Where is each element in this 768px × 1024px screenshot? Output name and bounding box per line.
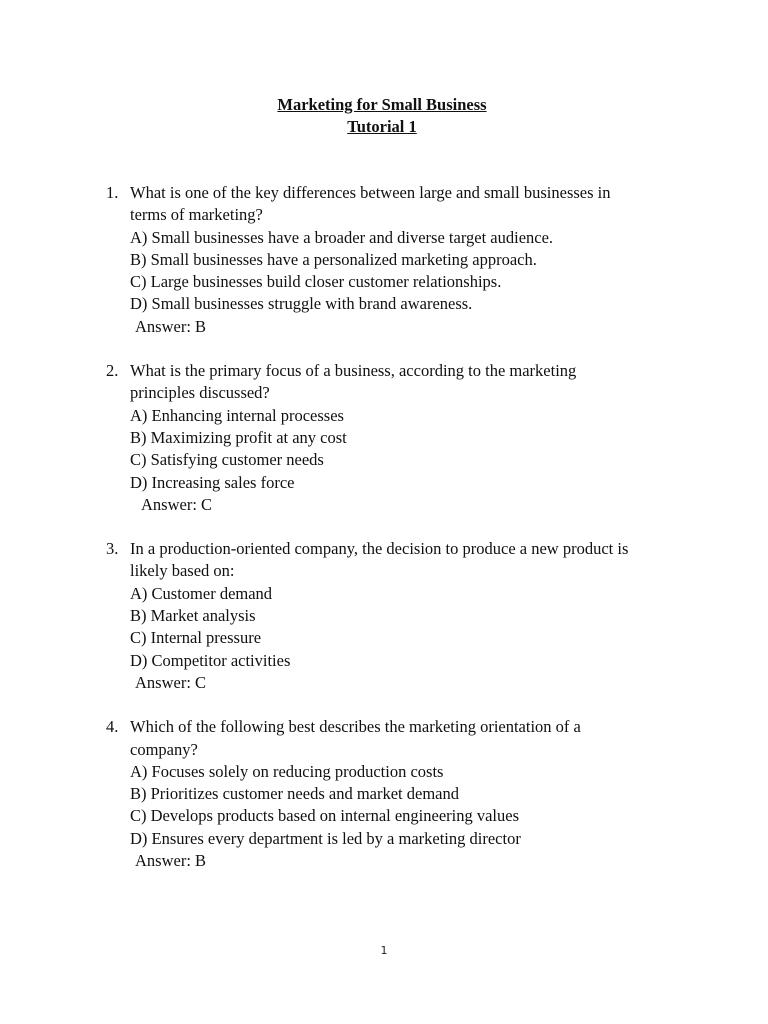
option-a: A) Customer demand [130, 583, 273, 603]
document-title: Marketing for Small Business [277, 95, 487, 114]
question-text-line: In a production-oriented company, the decision to produce a new product is [130, 539, 629, 559]
answer-line: Answer: B [135, 851, 207, 871]
question-text-line: principles discussed? [130, 383, 270, 403]
option-a: A) Focuses solely on reducing production costs [130, 761, 444, 781]
option-b: B) Small businesses have a personalized marketing approach. [130, 249, 537, 269]
option-c: C) Large businesses build closer customer relationships. [130, 272, 502, 292]
question-number: 2. [106, 361, 119, 381]
question-text-line: terms of marketing? [130, 205, 263, 225]
question-4 [106, 716, 686, 872]
option-d: D) Small businesses struggle with brand awareness. [130, 294, 473, 314]
option-c: C) Develops products based on internal engineering values [130, 806, 520, 826]
question-2 [106, 360, 686, 516]
question-list [106, 182, 686, 894]
option-a: A) Small businesses have a broader and diverse target audience. [130, 227, 554, 247]
option-b: B) Market analysis [130, 606, 256, 626]
document-header [0, 94, 764, 138]
question-number: 3. [106, 539, 119, 559]
question-text-line: company? [130, 739, 198, 759]
question-text-line: What is one of the key differences between large and small businesses in [130, 183, 611, 202]
option-d: D) Increasing sales force [130, 472, 295, 492]
option-c: C) Satisfying customer needs [130, 450, 324, 470]
question-text-line: Which of the following best describes the marketing orientation of a [130, 717, 581, 737]
question-text-line: What is the primary focus of a business, according to the marketing [130, 361, 577, 381]
page-number: 1 [380, 944, 388, 957]
answer-line: Answer: B [135, 316, 207, 336]
option-b: B) Maximizing profit at any cost [130, 427, 347, 447]
question-1 [106, 182, 686, 338]
option-a: A) Enhancing internal processes [130, 405, 344, 425]
option-d: D) Competitor activities [130, 650, 291, 670]
question-number: 1. [106, 183, 119, 202]
option-b: B) Prioritizes customer needs and market demand [130, 784, 459, 804]
question-number: 4. [106, 717, 119, 737]
option-c: C) Internal pressure [130, 628, 262, 648]
question-text-line: likely based on: [130, 561, 235, 581]
answer-line: Answer: C [141, 494, 213, 514]
question-3 [106, 538, 686, 694]
document-subtitle: Tutorial 1 [347, 117, 417, 136]
answer-line: Answer: C [135, 672, 207, 692]
option-d: D) Ensures every department is led by a marketing director [130, 828, 521, 848]
